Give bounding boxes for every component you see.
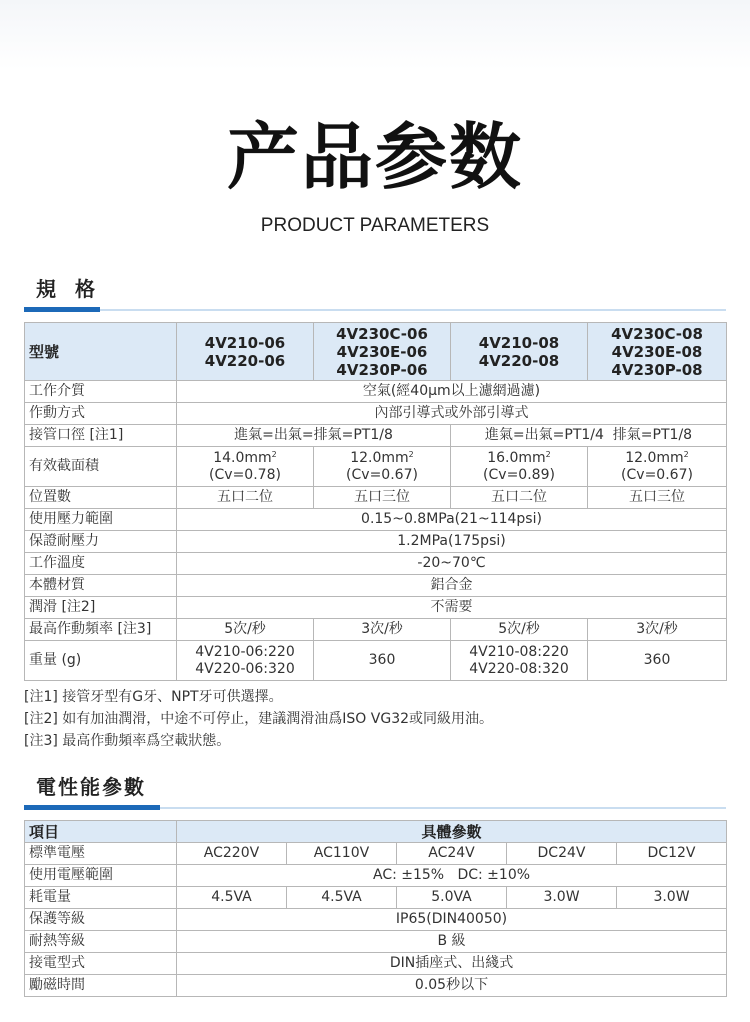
row-label: 標準電壓: [25, 843, 177, 865]
row-label: 作動方式: [25, 403, 177, 425]
table-row: [25, 597, 727, 619]
area-value: 12.0mm: [350, 449, 409, 466]
area-cell: [177, 447, 314, 487]
unit-superscript: 2: [545, 449, 551, 459]
row-value: 5次/秒: [177, 619, 314, 641]
row-label: 工作溫度: [25, 553, 177, 575]
table-row: [25, 953, 727, 975]
spec-section-header: [24, 272, 726, 312]
model-cell: 4V230C-06 4V230E-06 4V230P-06: [314, 323, 451, 381]
table-row: [25, 575, 727, 597]
table-row: [25, 843, 727, 865]
table-row: [25, 931, 727, 953]
row-value: DC24V: [507, 843, 617, 865]
model-cell: 4V230C-08 4V230E-08 4V230P-08: [588, 323, 727, 381]
note-line: [注3] 最高作動頻率爲空載狀態。: [24, 733, 231, 749]
table-row: [25, 553, 727, 575]
page-subtitle: PRODUCT PARAMETERS: [260, 215, 490, 236]
row-value: AC110V: [287, 843, 397, 865]
row-value: 進氣=出氣=PT1/4 排氣=PT1/8: [451, 425, 727, 447]
table-row: [25, 425, 727, 447]
row-value: 五口三位: [588, 487, 727, 509]
row-value: 5次/秒: [451, 619, 588, 641]
row-value: 空氣(經40μm以上濾網過濾): [177, 381, 727, 403]
table-row: [25, 487, 727, 509]
table-row: [25, 447, 727, 487]
row-label: 位置數: [25, 487, 177, 509]
row-value: 3次/秒: [314, 619, 451, 641]
row-label: 保護等級: [25, 909, 177, 931]
table-row: [25, 531, 727, 553]
electrical-header-row: [25, 821, 727, 843]
params-header: 具體參數: [177, 821, 727, 843]
row-value: 5.0VA: [397, 887, 507, 909]
unit-superscript: 2: [408, 449, 414, 459]
area-value: 16.0mm: [487, 449, 546, 466]
row-value: 內部引導式或外部引導式: [177, 403, 727, 425]
row-value: 五口二位: [451, 487, 588, 509]
row-label: 潤滑 [注2]: [25, 597, 177, 619]
table-row: [25, 403, 727, 425]
row-value: 五口三位: [314, 487, 451, 509]
note-line: [注1] 接管牙型有G牙、NPT牙可供選擇。: [24, 689, 283, 705]
row-label: 重量 (g): [25, 641, 177, 681]
table-row: [25, 909, 727, 931]
unit-superscript: 2: [271, 449, 277, 459]
top-banner-fade: [0, 0, 750, 70]
row-value: 進氣=出氣=排氣=PT1/8: [177, 425, 451, 447]
row-value: 4.5VA: [177, 887, 287, 909]
row-value: 4.5VA: [287, 887, 397, 909]
area-value: 14.0mm: [213, 449, 272, 466]
row-value: 不需要: [177, 597, 727, 619]
row-label: 接電型式: [25, 953, 177, 975]
cv-value: (Cv=0.78): [209, 466, 281, 483]
section-accent-bar: [24, 307, 100, 312]
row-value: 3.0W: [617, 887, 727, 909]
electrical-section-title: 電性能參數: [36, 775, 146, 799]
row-label: 使用電壓範圍: [25, 865, 177, 887]
model-cell: 4V210-08 4V220-08: [451, 323, 588, 381]
table-row: [25, 619, 727, 641]
row-value: AC: ±15% DC: ±10%: [177, 865, 727, 887]
cv-value: (Cv=0.67): [346, 466, 418, 483]
row-label: 耗電量: [25, 887, 177, 909]
item-header: 項目: [25, 821, 177, 843]
row-value: 360: [314, 641, 451, 681]
row-value: IP65(DIN40050): [177, 909, 727, 931]
electrical-section-header: [24, 770, 726, 810]
cv-value: (Cv=0.67): [621, 466, 693, 483]
table-row: [25, 509, 727, 531]
row-value: 0.05秒以下: [177, 975, 727, 997]
note-line: [注2] 如有加油潤滑，中途不可停止，建議潤滑油爲ISO VG32或同級用油。: [24, 711, 494, 727]
area-cell: [314, 447, 451, 487]
row-label: 最高作動頻率 [注3]: [25, 619, 177, 641]
row-value: B 級: [177, 931, 727, 953]
table-row: [25, 641, 727, 681]
section-accent-bar: [24, 805, 160, 810]
row-label: 保證耐壓力: [25, 531, 177, 553]
unit-superscript: 2: [683, 449, 689, 459]
row-value: 4V210-08:220 4V220-08:320: [451, 641, 588, 681]
row-value: 1.2MPa(175psi): [177, 531, 727, 553]
table-row: [25, 887, 727, 909]
row-label: 有效截面積: [25, 447, 177, 487]
row-label: 耐熱等級: [25, 931, 177, 953]
section-divider-line: [100, 309, 726, 311]
row-value: 五口二位: [177, 487, 314, 509]
row-value: 360: [588, 641, 727, 681]
row-label: 勵磁時間: [25, 975, 177, 997]
row-value: -20~70℃: [177, 553, 727, 575]
table-row: [25, 381, 727, 403]
row-value: 4V210-06:220 4V220-06:320: [177, 641, 314, 681]
row-value: DIN插座式、出綫式: [177, 953, 727, 975]
row-value: DC12V: [617, 843, 727, 865]
spec-header-row: [25, 323, 727, 381]
spec-section-title: 規 格: [36, 277, 101, 301]
spec-notes: [24, 686, 726, 752]
row-label: 本體材質: [25, 575, 177, 597]
row-value: AC220V: [177, 843, 287, 865]
area-value: 12.0mm: [625, 449, 684, 466]
page-title: 产品参数: [226, 115, 523, 199]
area-cell: [451, 447, 588, 487]
electrical-table: [24, 820, 727, 997]
row-label: 工作介質: [25, 381, 177, 403]
spec-table: [24, 322, 727, 681]
model-header-label: 型號: [25, 323, 177, 381]
row-value: 0.15~0.8MPa(21~114psi): [177, 509, 727, 531]
row-label: 使用壓力範圍: [25, 509, 177, 531]
section-divider-line: [160, 807, 726, 809]
row-label: 接管口徑 [注1]: [25, 425, 177, 447]
row-value: 3.0W: [507, 887, 617, 909]
row-value: AC24V: [397, 843, 507, 865]
table-row: [25, 975, 727, 997]
row-value: 鋁合金: [177, 575, 727, 597]
cv-value: (Cv=0.89): [483, 466, 555, 483]
model-cell: 4V210-06 4V220-06: [177, 323, 314, 381]
area-cell: [588, 447, 727, 487]
table-row: [25, 865, 727, 887]
row-value: 3次/秒: [588, 619, 727, 641]
